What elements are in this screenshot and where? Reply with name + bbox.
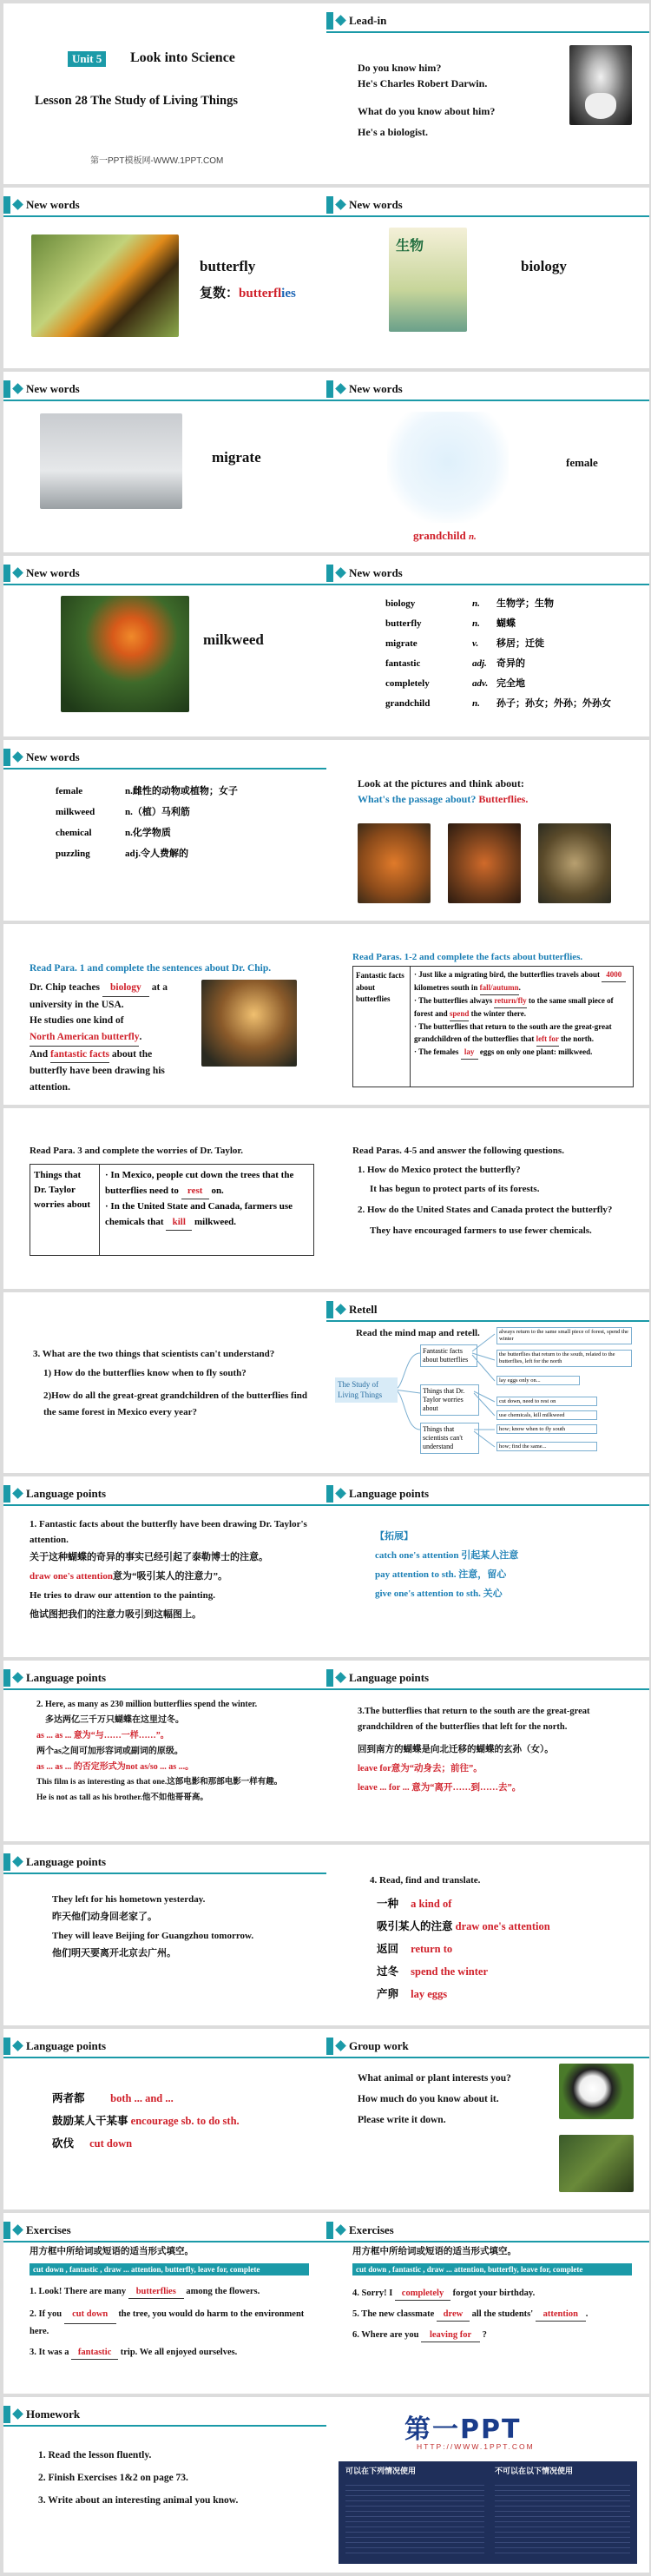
prompt-line-1: Look at the pictures and think about: (358, 777, 524, 789)
diamond-icon (12, 199, 23, 210)
butterfly-photo-3 (538, 823, 611, 903)
slide-exercises-2 (326, 2213, 649, 2394)
list-item: 吸引某人的注意 draw one's attention (377, 1920, 550, 1932)
point-negative: as ... as ... 的否定形式为not as/so ... as ...。 (36, 1762, 194, 1772)
point-translation: 关于这种蝴蝶的奇异的事实已经引起了泰勒博士的注意。 (30, 1552, 268, 1562)
slide-header: New words (326, 196, 649, 214)
slide-header: New words (3, 196, 326, 214)
word-list (56, 783, 307, 867)
point-phrase: draw one's attention意为“吸引某人的注意力”。 (30, 1571, 227, 1582)
para-text: Dr. Chip teaches biology at a university in the USA. He studies one kind of North American butterfly. And fantastic facts about the butterfly have been drawing his attention. (30, 980, 194, 1095)
slide-header: Exercises (326, 2222, 649, 2239)
exercise-4: 4. Sorry! I completely forgot your birthday. (352, 2288, 535, 2301)
homework-2: 2. Finish Exercises 1&2 on page 73. (38, 2473, 188, 2483)
slide-new-words-migrate (3, 372, 326, 552)
slide-header: Retell (326, 1301, 649, 1318)
diamond-icon (335, 199, 346, 210)
answer-1: He's Charles Robert Darwin. (358, 77, 488, 89)
diamond-icon (12, 2040, 23, 2051)
question-2: 2. How do the United States and Canada protect the butterfly? (358, 1205, 613, 1215)
example-2: He is not as tall as his brother.他不如他哥哥高。 (36, 1793, 208, 1802)
slide-header: Language points (3, 2038, 326, 2055)
exercise-3: 3. It was a fantastic trip. We all enjoyed ourselves. (30, 2347, 237, 2360)
slide-header: Group work (326, 2038, 649, 2055)
slide-para-1 (3, 924, 326, 1105)
table-right-cell: · Just like a migrating bird, the butterflies travels about 4000 kilometres south in fall/autumn. · The butterflies always return/fly to the same small piece of forest and spend the winter there. · The butterflies that return to the south are the great-great grandchildren of the butterflies that left for the north. · The females lay eggs on only one plant: milkweed. (414, 969, 629, 1060)
diamond-icon (12, 2408, 23, 2420)
point-phrase-2: leave ... for ... 意为“离开……到……去”。 (358, 1783, 522, 1793)
word-grandchild: grandchild n. (413, 529, 477, 542)
butterfly-photo-2 (448, 823, 521, 903)
biology-book: 生物 (389, 228, 467, 332)
task-title: Read Paras. 4-5 and answer the following questions. (352, 1146, 564, 1156)
answer-1: 1) How do the butterflies know when to fly south? (43, 1368, 247, 1378)
exercise-2: 2. If you cut down the tree, you would do harm to the environment here. (30, 2307, 307, 2341)
homework-3: 3. Write about an interesting animal you know. (38, 2495, 239, 2506)
list-item: 一种 a kind of (377, 1898, 452, 1910)
diamond-icon (335, 383, 346, 394)
point-phrase: as ... as ... 意为“与……一样……”。 (36, 1731, 169, 1740)
task-title: Read Para. 1 and complete the sentences about Dr. Chip. (30, 963, 272, 974)
diamond-icon (335, 1488, 346, 1499)
list-item: female n.雌性的动物或植物；女子 (56, 786, 238, 796)
brand-url: HTTP://WWW.1PPT.COM (417, 2442, 535, 2451)
question-1: Do you know him? (358, 62, 442, 74)
mind-map-node-1: Fantastic facts about butterflies (420, 1344, 477, 1367)
mind-map-node-2: Things that Dr. Taylor worries about (420, 1384, 479, 1416)
word-milkweed: milkweed (203, 631, 264, 648)
prompt-3: Please write it down. (358, 2115, 446, 2125)
list-item: chemical n.化学物质 (56, 828, 171, 838)
instruction: 用方框中所给词或短语的适当形式填空。 (30, 2247, 194, 2256)
slide-header: Homework (3, 2406, 326, 2423)
diamond-icon (12, 2224, 23, 2236)
exercise-5: 5. The new classmate drew all the students' attention . (352, 2308, 588, 2322)
plant-photo (559, 2135, 634, 2192)
example-en: He tries to draw our attention to the painting. (30, 1590, 215, 1601)
list-item: 砍伐 cut down (52, 2137, 133, 2150)
slide-language-points-5 (3, 1845, 326, 2025)
example-1: This film is as interesting as that one.这部电影和那部电影一样有趣。 (36, 1778, 283, 1787)
slide-header: Language points (326, 1485, 649, 1503)
answer-2: They have encouraged farmers to use fewer chemicals. (370, 1225, 592, 1236)
slide-paras-1-2 (326, 924, 649, 1105)
mind-map-leaf: how; know when to fly south (496, 1424, 597, 1434)
slide-read-find-translate (326, 1845, 649, 2025)
question-1: 1. How do Mexico protect the butterfly? (358, 1165, 521, 1175)
panel-col-2: 不可以在以下情况使用 (495, 2467, 574, 2476)
slide-language-points-6 (3, 2029, 326, 2209)
list-item: migrate v. 移居；迁徙 (385, 638, 544, 649)
question-2: What do you know about him? (358, 105, 496, 117)
slide-exercises-1 (3, 2213, 326, 2394)
list-item: puzzling adj.令人费解的 (56, 849, 189, 859)
slide-question-3 (3, 1292, 326, 1473)
answer-2: 2)How do all the great-great grandchildren of the butterflies find the same forest in Mexico every year? (43, 1390, 308, 1417)
example-cn: 他试图把我们的注意力吸引到这幅图上。 (30, 1609, 201, 1620)
plural-line: 复数：butterflies (200, 287, 296, 301)
slide-header: New words (326, 565, 649, 582)
mind-map-leaf: the butterflies that return to the south, related to the butterflies, left for the north (496, 1350, 632, 1367)
slide-header: New words (3, 749, 326, 766)
phrase-list (52, 2090, 240, 2157)
exercise-1: 1. Look! There are many butterflies among the flowers. (30, 2286, 260, 2299)
slide-header: New words (3, 565, 326, 582)
slide-title (3, 3, 326, 184)
migrating-birds-photo (40, 413, 182, 509)
slide-language-points-2 (326, 1476, 649, 1657)
prompt-line-2: What's the passage about? Butterflies. (358, 793, 529, 805)
translate-list (377, 1895, 550, 2008)
extension-2: pay attention to sth. 注意，留心 (375, 1569, 507, 1580)
task-title: 4. Read, find and translate. (370, 1875, 481, 1886)
slide-header: Language points (326, 1669, 649, 1687)
slide-header: Language points (3, 1669, 326, 1687)
milkweed-photo (61, 596, 189, 712)
list-item: milkweed n.（植）马利筋 (56, 807, 190, 817)
footer-text: 第一PPT模板网-WWW.1PPT.COM (90, 156, 224, 166)
slide-header: Lead-in (326, 12, 649, 30)
slide-new-words-biology (326, 188, 649, 368)
mind-map-node-3: Things that scientists can't understand (420, 1423, 479, 1454)
extension-tag: 【拓展】 (375, 1531, 413, 1542)
list-item: butterfly n. 蝴蝶 (385, 618, 516, 629)
table-left-cell: Things that Dr. Taylor worries about (30, 1165, 100, 1255)
word-female: female (566, 456, 598, 469)
word-migrate: migrate (212, 449, 261, 466)
butterfly-photo-1 (358, 823, 431, 903)
point-translation: 回到南方的蝴蝶是向北迁移的蝴蝶的玄孙（女）。 (358, 1745, 554, 1754)
slide-header: Language points (3, 1853, 326, 1871)
list-item: 返回 return to (377, 1943, 453, 1955)
word-bank: cut down , fantastic , draw ... attention, butterfly, leave for, complete (30, 2263, 309, 2275)
diamond-icon (335, 15, 346, 26)
slide-word-list (326, 556, 649, 736)
list-item: fantastic adj. 奇异的 (385, 658, 525, 669)
slide-brand (326, 2397, 649, 2573)
slide-header: New words (326, 380, 649, 398)
point-text: 3.The butterflies that return to the south are the great-great grandchildren of the butterflies that left for the north. (358, 1707, 590, 1733)
mind-map-leaf: cut down, need to rest on (496, 1397, 597, 1406)
answer-2: He's a biologist. (358, 126, 429, 138)
slide-new-words-family (326, 372, 649, 552)
table-left-cell: Fantastic facts about butterflies (353, 967, 411, 1087)
slide-word-list-2 (3, 740, 326, 921)
homework-1: 1. Read the lesson fluently. (38, 2450, 152, 2460)
unit-badge: Unit 5 (68, 51, 106, 67)
example-cn-1: 昨天他们动身回老家了。 (52, 1912, 157, 1922)
slide-new-words-milkweed (3, 556, 326, 736)
list-item: completely adv. 完全地 (385, 678, 525, 689)
list-item: 产卵 lay eggs (377, 1988, 448, 2000)
slide-group-work (326, 2029, 649, 2209)
slide-pictures (326, 740, 649, 921)
instruction: 用方框中所给词或短语的适当形式填空。 (352, 2247, 516, 2256)
butterfly-photo (31, 234, 179, 337)
slide-language-points-1 (3, 1476, 326, 1657)
task-title: Read Para. 3 and complete the worries of Dr. Taylor. (30, 1146, 244, 1156)
example-cn-2: 他们明天要离开北京去广州。 (52, 1948, 176, 1958)
example-en-1: They left for his hometown yesterday. (52, 1894, 206, 1905)
diamond-icon (335, 567, 346, 578)
slide-header: Language points (3, 1485, 326, 1503)
answer-1: It has begun to protect parts of its forests. (370, 1184, 540, 1194)
slide-lead-in (326, 3, 649, 184)
point-phrase-1: leave for意为“动身去；前往”。 (358, 1764, 483, 1773)
diamond-icon (12, 751, 23, 763)
family-illustration (387, 412, 509, 523)
word-butterfly: butterfly (200, 258, 256, 274)
info-panel (339, 2461, 637, 2564)
slide-homework (3, 2397, 326, 2573)
diamond-icon (12, 383, 23, 394)
point-translation: 多达两亿三千万只蝴蝶在这里过冬。 (45, 1715, 184, 1725)
diamond-icon (335, 2224, 346, 2236)
mind-map-leaf: use chemicals, kill milkweed (496, 1410, 597, 1420)
unit-title: Look into Science (130, 50, 235, 65)
mind-map-leaf: how; find the same... (496, 1442, 597, 1451)
prompt-2: How much do you know about it. (358, 2094, 499, 2104)
slide-header: Exercises (3, 2222, 326, 2239)
facts-table (352, 966, 634, 1087)
mind-map-leaf: always return to the same small piece of forest, spend the winter (496, 1327, 632, 1344)
diamond-icon (12, 1856, 23, 1867)
word-list (385, 596, 637, 716)
list-item: grandchild n. 孙子；孙女；外孙；外孙女 (385, 698, 611, 709)
task-title: Read Paras. 1-2 and complete the facts about butterflies. (352, 952, 583, 962)
retell-subtitle: Read the mind map and retell. (356, 1328, 480, 1338)
worries-table (30, 1164, 314, 1256)
panda-photo (559, 2064, 634, 2119)
extension-1: catch one's attention 引起某人注意 (375, 1550, 519, 1561)
point-text: 1. Fantastic facts about the butterfly have been drawing Dr. Taylor's attention. (30, 1519, 307, 1546)
diamond-icon (12, 1488, 23, 1499)
table-right-cell: · In Mexico, people cut down the trees that the butterflies need to rest on. · In the United State and Canada, farmers use chemicals that kill milkweed. (105, 1168, 310, 1231)
list-item: 两者都 both ... and ... (52, 2092, 174, 2104)
slide-paras-4-5 (326, 1108, 649, 1289)
slide-para-3 (3, 1108, 326, 1289)
diamond-icon (12, 567, 23, 578)
list-item: 鼓励某人干某事 encourage sb. to do sth. (52, 2115, 240, 2127)
slide-language-points-3 (3, 1661, 326, 1841)
word-bank: cut down , fantastic , draw ... attention, butterfly, leave for, complete (352, 2263, 632, 2275)
diamond-icon (335, 1672, 346, 1683)
extension-3: give one's attention to sth. 关心 (375, 1589, 503, 1599)
diamond-icon (335, 2040, 346, 2051)
point-text: 2. Here, as many as 230 million butterflies spend the winter. (36, 1700, 258, 1709)
exercise-6: 6. Where are you leaving for ? (352, 2329, 487, 2342)
slide-language-points-4 (326, 1661, 649, 1841)
example-en-2: They will leave Beijing for Guangzhou tomorrow. (52, 1931, 254, 1941)
prompt-1: What animal or plant interests you? (358, 2073, 511, 2084)
list-item: 过冬 spend the winter (377, 1965, 489, 1978)
brand-logo: 第一PPT (404, 2414, 522, 2445)
dr-chip-photo (201, 980, 297, 1067)
word-biology: biology (521, 258, 567, 274)
darwin-portrait (569, 45, 632, 125)
list-item: biology n. 生物学；生物 (385, 598, 554, 609)
slide-header: New words (3, 380, 326, 398)
panel-col-1: 可以在下列情况使用 (345, 2467, 417, 2476)
lesson-title: Lesson 28 The Study of Living Things (35, 94, 238, 108)
diamond-icon (12, 1672, 23, 1683)
point-note: 两个as之间可加形容词或副词的原级。 (36, 1747, 183, 1756)
slide-retell (326, 1292, 649, 1473)
slide-new-words-butterfly (3, 188, 326, 368)
question: 3. What are the two things that scientists can't understand? (33, 1349, 275, 1359)
mind-map-leaf: lay eggs only on... (496, 1376, 580, 1385)
mind-map-center: The Study of Living Things (335, 1377, 398, 1403)
